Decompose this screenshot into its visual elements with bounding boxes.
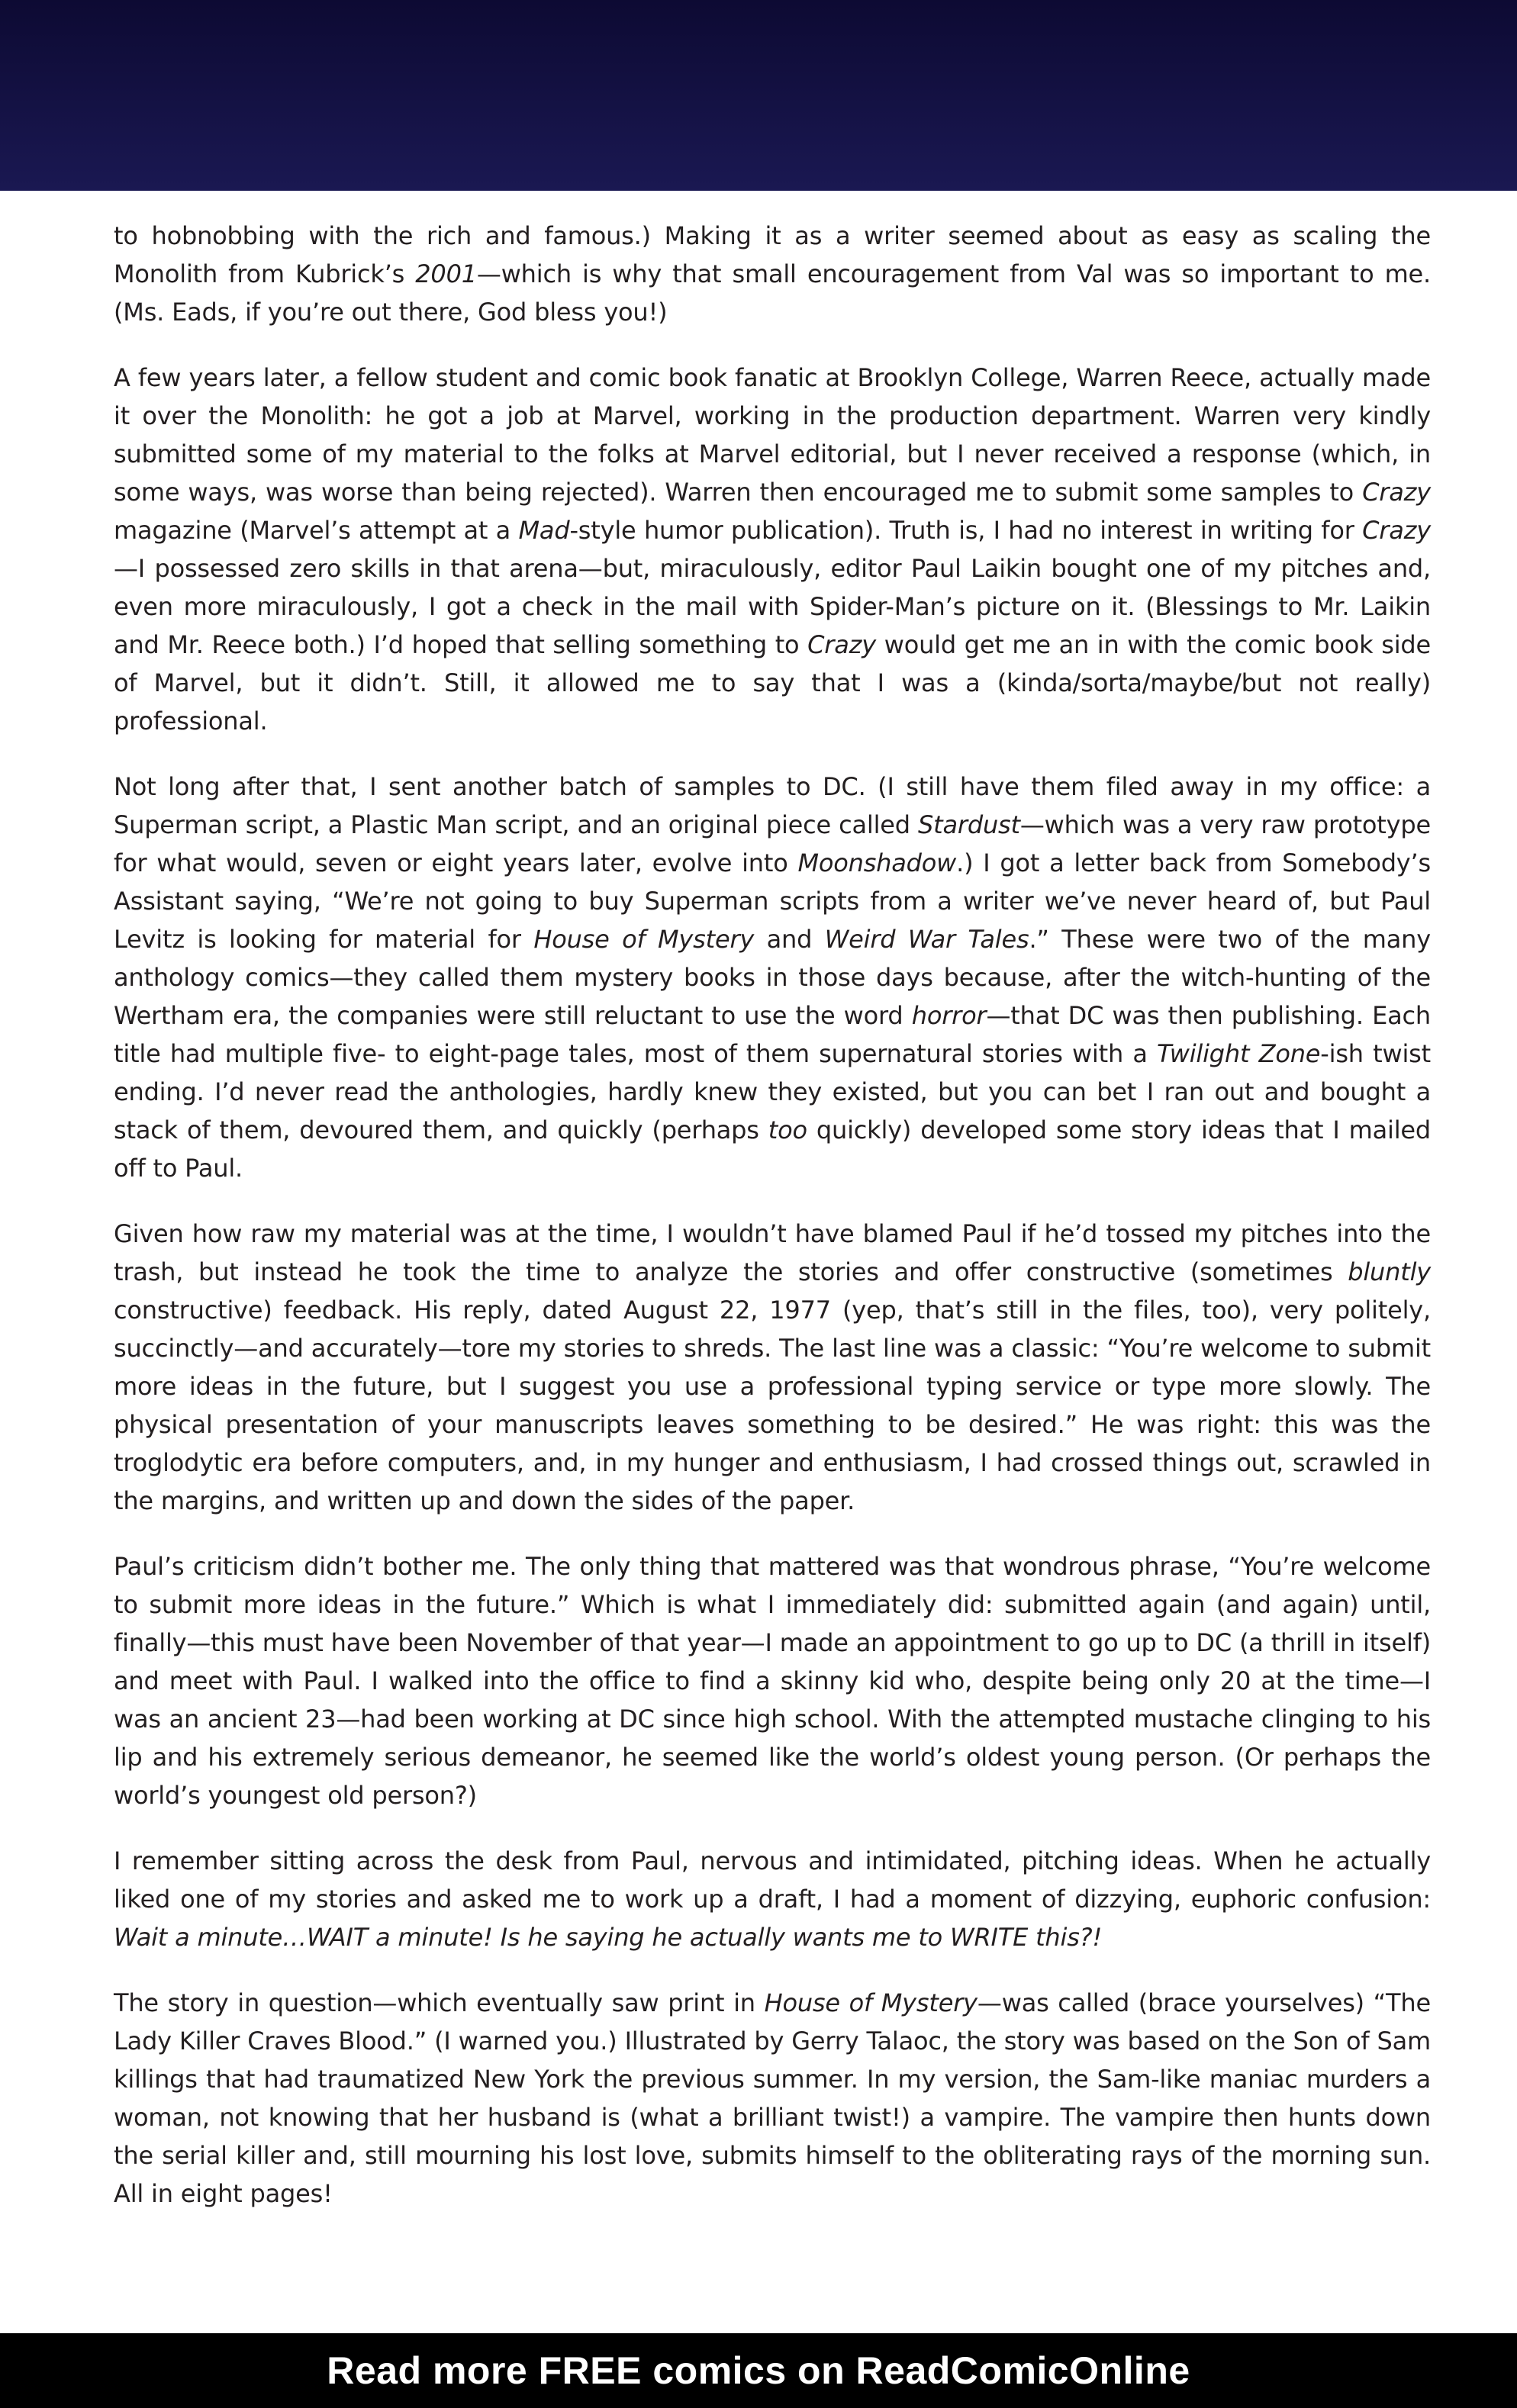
text-run: to hobnobbing with the rich and famous.) Making it as a writer seemed about as easy as scaling the Monolith from Kubrick’s <box>114 221 1431 288</box>
text-run: would get me an in with the comic book side of Marvel, but it didn’t. Still, it allowed me to say that I was a (kinda/sorta/maybe/but not really) professional. <box>114 630 1431 736</box>
italic-text: Mad <box>518 516 570 545</box>
text-run: Paul’s criticism didn’t bother me. The only thing that mattered was that wondrous phrase, “You’re welcome to submit more ideas in the future.” Which is what I immediately did: submitted again (and again) until, finally—this must have been November of that year—I made an appointment to go up to DC (a thrill in itself) and meet with Paul. I walked into the office to find a skinny kid who, despite being only 20 at the time—I was an ancient 23—had been working at DC since high school. With the attempted mustache clinging to his lip and his extremely serious demeanor, he seemed like the world’s oldest young person. (Or perhaps the world’s youngest old person?) <box>114 1552 1431 1810</box>
text-run: .” These were two of the many anthology comics—they called them mystery books in those days because, after the witch-hunting of the Wertham era, the companies were still reluctant to use the word <box>114 925 1431 1030</box>
footer-link-text[interactable]: Read more FREE comics on ReadComicOnline <box>327 2349 1190 2392</box>
text-run: magazine (Marvel’s attempt at a <box>114 516 519 545</box>
italic-text: House of Mystery <box>533 925 755 954</box>
italic-text: House of Mystery <box>764 1988 978 2017</box>
paragraph <box>114 359 1431 740</box>
paragraph <box>114 1984 1431 2213</box>
text-run: -style humor publication). Truth is, I had no interest in writing for <box>569 516 1363 545</box>
paragraph <box>114 1547 1431 1814</box>
italic-text: Stardust <box>918 810 1020 839</box>
text-run: —was called (brace yourselves) “The Lady Killer Craves Blood.” (I warned you.) Illustrated by Gerry Talaoc, the story was based on the Son of Sam killings that had traumatized New York the previous summer. In my version, the Sam-like maniac murders a woman, not knowing that her husband is (what a brilliant twist!) a vampire. The vampire then hunts down the serial killer and, still mourning his lost love, submits himself to the obliterating rays of the morning sun. All in eight pages! <box>114 1988 1431 2208</box>
paragraph <box>114 1215 1431 1520</box>
text-run: and <box>754 925 825 954</box>
footer-banner[interactable] <box>0 2333 1517 2408</box>
paragraph <box>114 217 1431 331</box>
text-run: The story in question—which eventually saw print in <box>114 1988 765 2017</box>
paragraph <box>114 768 1431 1187</box>
text-run: quickly) developed some story ideas that I mailed off to Paul. <box>114 1115 1431 1183</box>
text-run: A few years later, a fellow student and comic book fanatic at Brooklyn College, Warren Reece, actually made it over the Monolith: he got a job at Marvel, working in the production department. Warren very kindly submitted some of my material to the folks at Marvel editorial, but I never received a response (which, in some ways, was worse than being rejected). Warren then encouraged me to submit some samples to <box>114 363 1431 507</box>
paragraph <box>114 1842 1431 1956</box>
italic-text: Wait a minute…WAIT a minute! Is he saying he actually wants me to WRITE this?! <box>114 1923 1103 1952</box>
text-run: -ish twist ending. I’d never read the anthologies, hardly knew they existed, but you can bet I ran out and bought a stack of them, devoured them, and quickly (perhaps <box>114 1039 1431 1144</box>
italic-text: too <box>768 1115 807 1144</box>
text-run: .) I got a letter back from Somebody’s Assistant saying, “We’re not going to buy Superman scripts from a writer we’ve never heard of, but Paul Levitz is looking for material for <box>114 848 1431 954</box>
italic-text: Weird War Tales <box>824 925 1029 954</box>
italic-text: Twilight Zone <box>1157 1039 1321 1068</box>
text-run: —I possessed zero skills in that arena—but, miraculously, editor Paul Laikin bought one of my pitches and, even more miraculously, I got a check in the mail with Spider-Man’s picture on it. (Blessings to Mr. Laikin and Mr. Reece both.) I’d hoped that selling something to <box>114 554 1431 659</box>
text-run: Given how raw my material was at the time, I wouldn’t have blamed Paul if he’d tossed my pitches into the trash, but instead he took the time to analyze the stories and offer constructive (sometimes <box>114 1219 1431 1286</box>
italic-text: Crazy <box>807 630 877 659</box>
italic-text: Moonshadow <box>797 848 957 877</box>
text-run: I remember sitting across the desk from Paul, nervous and intimidated, pitching ideas. When he actually liked one of my stories and asked me to work up a draft, I had a moment of dizzying, euphoric confusion: <box>114 1846 1431 1914</box>
text-run: —that DC was then publishing. Each title had multiple five- to eight-page tales, most of them supernatural stories with a <box>114 1001 1432 1068</box>
italic-text: bluntly <box>1348 1257 1431 1286</box>
text-run: constructive) feedback. His reply, dated August 22, 1977 (yep, that’s still in the files, too), very politely, succinctly—and accurately—tore my stories to shreds. The last line was a classic: “You’re welcome to submit more ideas in the future, but I suggest you use a professional typing service or type more slowly. The physical presentation of your manuscripts leaves something to be desired.” He was right: this was the troglodytic era before computers, and, in my hunger and enthusiasm, I had crossed things out, scrawled in the margins, and written up and down the sides of the paper. <box>114 1296 1431 1515</box>
italic-text: 2001 <box>415 259 477 288</box>
italic-text: Crazy <box>1362 516 1431 545</box>
italic-text: Crazy <box>1362 478 1431 507</box>
text-run: —which was a very raw prototype for what would, seven or eight years later, evolve into <box>114 810 1431 877</box>
header-band <box>0 0 1517 191</box>
article-body <box>114 217 1431 2240</box>
italic-text: horror <box>911 1001 987 1030</box>
text-run: Not long after that, I sent another batch of samples to DC. (I still have them filed away in my office: a Superman script, a Plastic Man script, and an original piece called <box>114 772 1431 839</box>
text-run: —which is why that small encouragement from Val was so important to me. (Ms. Eads, if you’re out there, God bless you!) <box>114 259 1432 327</box>
